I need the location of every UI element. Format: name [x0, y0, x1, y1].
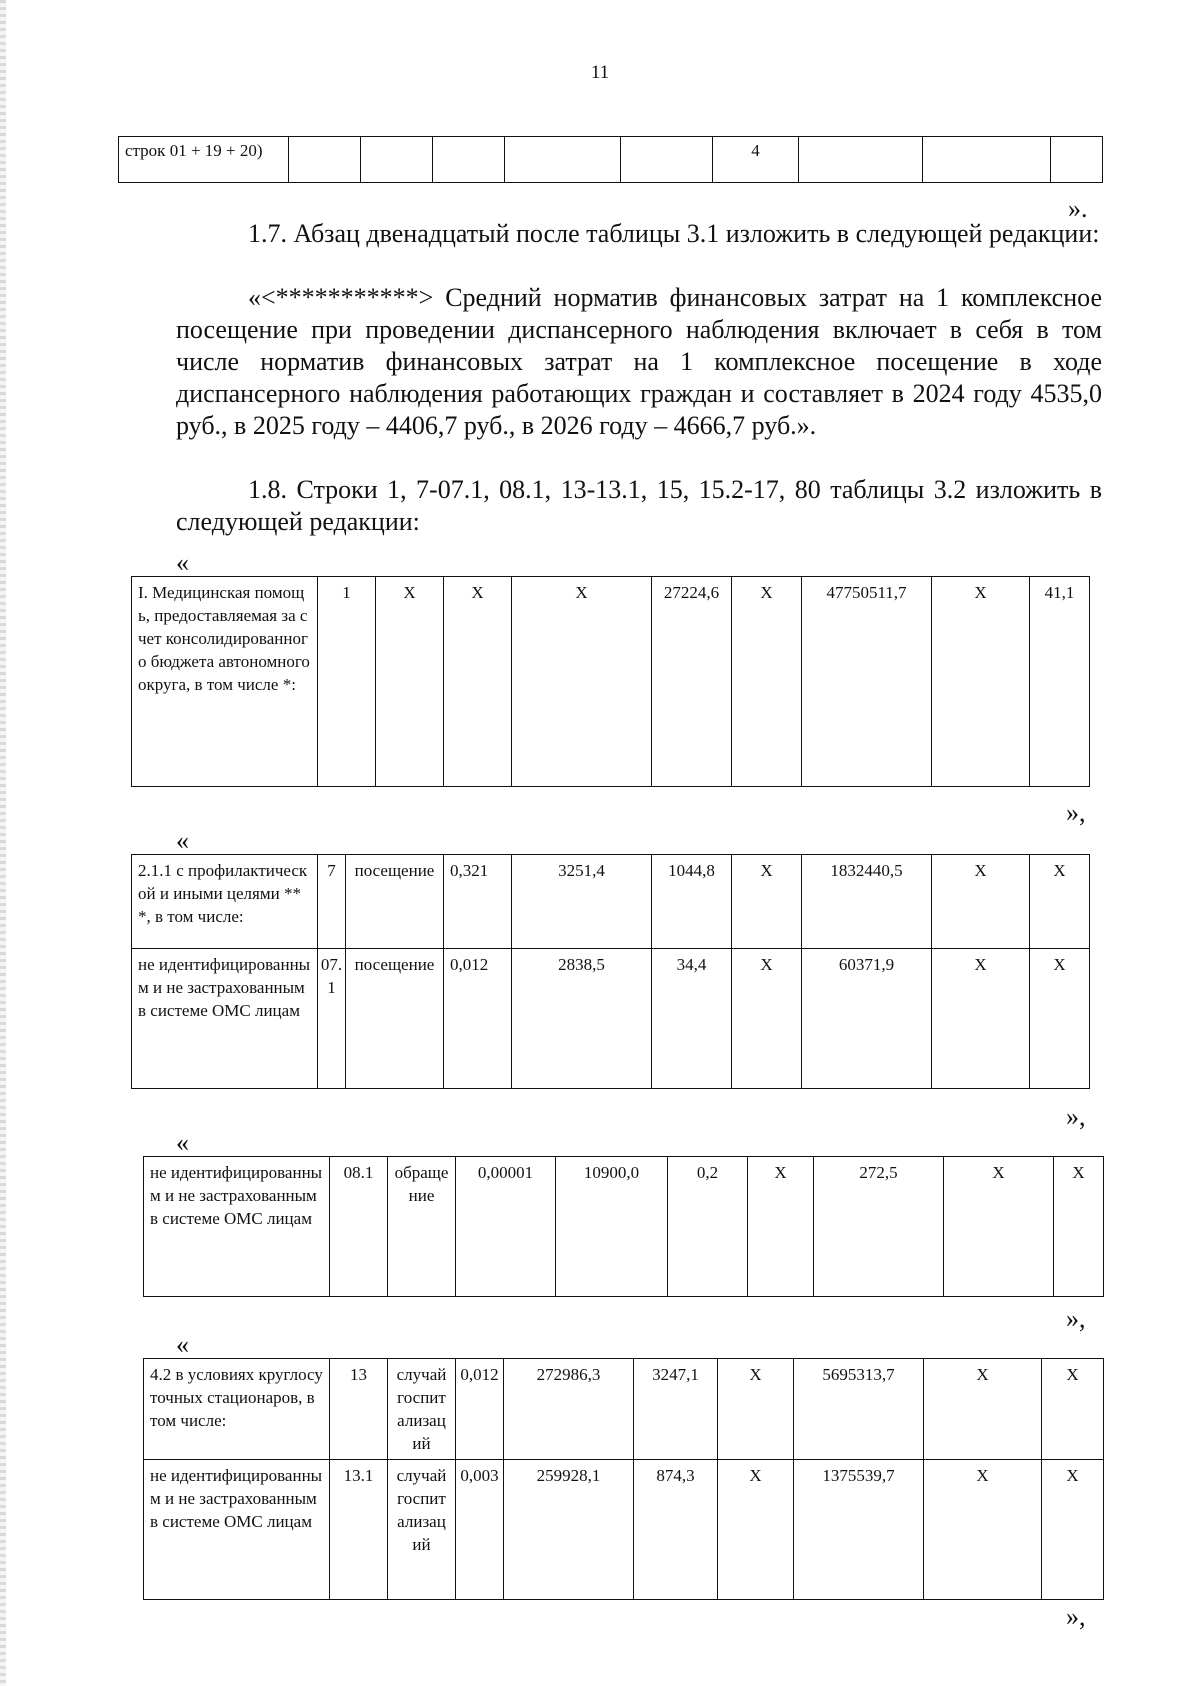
opening-quote: « [176, 548, 189, 577]
closing-quote: », [1066, 1102, 1086, 1131]
opening-quote: « [176, 1330, 189, 1359]
table-cell: 07.1 [318, 949, 346, 1089]
table-cell: посещение [346, 855, 444, 949]
table-rows-7-07-1 [131, 854, 1090, 1089]
table-cell: посещение [346, 949, 444, 1089]
table-cell: 5695313,7 [794, 1359, 924, 1460]
table-cell: 13 [330, 1359, 388, 1460]
table-cell: 0,012 [456, 1359, 504, 1460]
paragraph-text: 1.8. Строки 1, 7-07.1, 08.1, 13-13.1, 15, 15.2-17, 80 таблицы 3.2 изложить в следующей редакции: [176, 475, 1102, 536]
table-cell: Х [932, 577, 1030, 787]
table-cell [505, 137, 621, 183]
scan-edge-artifact [0, 0, 6, 1686]
table-cell: 08.1 [330, 1157, 388, 1297]
table-cell: 4 [713, 137, 799, 183]
table-row [132, 855, 1090, 949]
table-cell [621, 137, 713, 183]
table-cell: случай госпитализаций [388, 1359, 456, 1460]
table-cell: Х [1030, 855, 1090, 949]
table-cell [923, 137, 1051, 183]
table-row-1 [131, 576, 1090, 787]
table-row [119, 137, 1103, 183]
table-cell: 0,012 [444, 949, 512, 1089]
table-cell: 0,003 [456, 1460, 504, 1600]
table-cell: 1 [318, 577, 376, 787]
table-cell: Х [732, 855, 802, 949]
table-cell: 874,3 [634, 1460, 718, 1600]
table-continuation-row [118, 136, 1103, 183]
table-cell: 272986,3 [504, 1359, 634, 1460]
table-cell: Х [944, 1157, 1054, 1297]
table-cell: 2.1.1 с профилактической и иными целями ***, в том числе: [132, 855, 318, 949]
table-row [144, 1460, 1104, 1600]
table-cell: 259928,1 [504, 1460, 634, 1600]
table-cell: 1832440,5 [802, 855, 932, 949]
table-cell: Х [444, 577, 512, 787]
table-row [144, 1359, 1104, 1460]
table-cell: не идентифицированным и не застрахованным в системе ОМС лицам [132, 949, 318, 1089]
table-cell: Х [932, 855, 1030, 949]
table-cell: 27224,6 [652, 577, 732, 787]
table-cell: не идентифицированным и не застрахованным в системе ОМС лицам [144, 1157, 330, 1297]
table-cell: Х [932, 949, 1030, 1089]
table-row [132, 949, 1090, 1089]
table-cell: 13.1 [330, 1460, 388, 1600]
opening-quote: « [176, 826, 189, 855]
table-cell [361, 137, 433, 183]
table-cell: случай госпитализаций [388, 1460, 456, 1600]
paragraph-1-7 [176, 218, 1102, 250]
table-cell: Х [512, 577, 652, 787]
quoted-paragraph [176, 282, 1102, 442]
paragraph-1-8 [176, 474, 1102, 538]
table-cell: Х [1042, 1460, 1104, 1600]
table-cell [1051, 137, 1103, 183]
table-row [144, 1157, 1104, 1297]
table-cell: не идентифицированным и не застрахованным в системе ОМС лицам [144, 1460, 330, 1600]
table-cell [289, 137, 361, 183]
paragraph-text: «<***********> Средний норматив финансовых затрат на 1 комплексное посещение при проведении диспансерного наблюдения включает в себя в том числе норматив финансовых затрат на 1 комплексное посещение в ходе диспансерного наблюдения работающих граждан и составляет в 2024 году 4535,0 руб., в 2025 году – 4406,7 руб., в 2026 году – 4666,7 руб.». [176, 283, 1102, 440]
closing-quote: », [1066, 1304, 1086, 1333]
table-cell: 7 [318, 855, 346, 949]
table-cell: 4.2 в условиях круглосуточных стационаров, в том числе: [144, 1359, 330, 1460]
table-cell: 47750511,7 [802, 577, 932, 787]
table-cell: I. Медицинская помощь, предоставляемая за счет консолидированного бюджета автономного округа, в том числе *: [132, 577, 318, 787]
table-cell [799, 137, 923, 183]
closing-quote: », [1066, 1602, 1086, 1631]
table-cell: Х [1030, 949, 1090, 1089]
table-cell: 3251,4 [512, 855, 652, 949]
table-cell: Х [718, 1359, 794, 1460]
table-cell: 1375539,7 [794, 1460, 924, 1600]
table-cell: 3247,1 [634, 1359, 718, 1460]
table-cell: 41,1 [1030, 577, 1090, 787]
table-cell: строк 01 + 19 + 20) [119, 137, 289, 183]
table-row [132, 577, 1090, 787]
table-cell: Х [718, 1460, 794, 1600]
table-cell: Х [376, 577, 444, 787]
table-cell: Х [748, 1157, 814, 1297]
table-cell: Х [732, 577, 802, 787]
opening-quote: « [176, 1128, 189, 1157]
paragraph-text: 1.7. Абзац двенадцатый после таблицы 3.1 изложить в следующей редакции: [248, 219, 1100, 248]
table-cell: 2838,5 [512, 949, 652, 1089]
table-cell: 1044,8 [652, 855, 732, 949]
table-cell: 272,5 [814, 1157, 944, 1297]
table-cell: 60371,9 [802, 949, 932, 1089]
table-cell: Х [924, 1460, 1042, 1600]
table-cell: 10900,0 [556, 1157, 668, 1297]
table-cell: 0,2 [668, 1157, 748, 1297]
table-cell: 0,321 [444, 855, 512, 949]
table-cell: 34,4 [652, 949, 732, 1089]
page-number: 11 [590, 62, 610, 83]
table-cell: 0,00001 [456, 1157, 556, 1297]
table-cell: Х [732, 949, 802, 1089]
table-rows-13-13-1 [143, 1358, 1104, 1600]
table-cell: обращение [388, 1157, 456, 1297]
table-cell [433, 137, 505, 183]
table-cell: Х [1042, 1359, 1104, 1460]
table-row-08-1 [143, 1156, 1104, 1297]
closing-quote: ». [1068, 194, 1088, 223]
table-cell: Х [1054, 1157, 1104, 1297]
table-cell: Х [924, 1359, 1042, 1460]
closing-quote: », [1066, 798, 1086, 827]
